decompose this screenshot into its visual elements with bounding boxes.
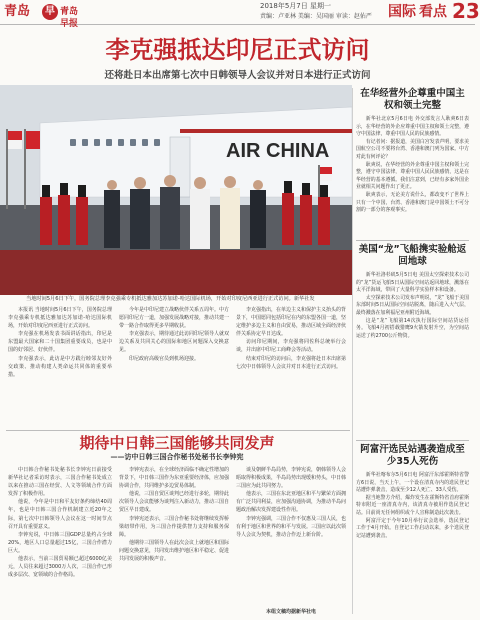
paragraph: 中日韩合作秘书处秘书长李钟宪日前接受新华社记者采访时表示，三国合作秘书处成立以来在推动三国在经贸、人文等领域合作方面发挥了积极作用。 — [8, 467, 112, 498]
paragraph: 他表示，当前三国贸易额已超过6000亿美元，人员往来超过3000万人次，三国合作已形成多层次、宽领域的合作格局。 — [8, 556, 112, 579]
paragraph: 他表示，三国在东北亚地区和平与繁荣方面拥有广泛共同利益，应加强沟通协调，为推动半岛问题政治解决发挥建设性作用。 — [236, 491, 347, 514]
side-story-body — [356, 116, 469, 240]
side-story-body — [356, 272, 469, 440]
feature-column-1 — [8, 466, 112, 606]
paragraph: 他说，今年是中日和平友好条约缔结40周年，也是中日韩三国合作机制建立近20年之际，第七次中日韩领导人会议在这一时间节点召开具有重要意义。 — [8, 499, 112, 530]
lead-article-column-2 — [119, 306, 229, 426]
issue-date: 2018年5月7日 星期一 — [260, 2, 331, 10]
paragraph: 据当地警方介绍，爆炸发生在霍斯特省首府霍斯特市附近一座清真寺内，该清真寺被用作选民登记站。目前尚无任何组织或个人宣称制造此次袭击。 — [356, 494, 469, 516]
paper-name: 青岛早报 — [60, 7, 79, 29]
feature-column-2 — [119, 466, 229, 606]
paragraph: 李克强表示，期待通过此访同印尼领导人就双边关系及共同关心的国际和地区问题深入交换意见。 — [119, 331, 230, 354]
side-divider — [356, 440, 469, 441]
airport-scene-image — [0, 85, 352, 295]
paragraph: 访问印尼期间，李克强将同佐科总统举行会谈，并出席中印尼工商峰会等活动。 — [236, 339, 346, 354]
feature-headline: 期待中日韩三国能够共同发声 — [79, 434, 275, 452]
photo-caption: 当地时间5月6日下午，国务院总理李克强乘专机抵达雅加达苏加诺-哈达国际机场，开始对印度尼西亚进行正式访问。新华社发 — [26, 296, 315, 302]
section-sublabel: 看点 — [419, 4, 447, 20]
paragraph: 新华社洛杉矶5月5日电 美国太空探索技术公司的“龙”货运飞船5日从国际空间站返回地球，溅落在太平洋海域，带回了大量科学实验样本和设备。 — [356, 272, 469, 294]
source-byline: 本组文稿均据新华社电 — [266, 609, 317, 615]
side-story-afghanistan — [356, 444, 469, 612]
paragraph: 结束对印尼的访问后，李克强将赴日本出席第七次中日韩领导人会议并对日本进行正式访问。 — [236, 355, 347, 370]
paragraph: 印尼政府高级官员到机场迎接。 — [129, 355, 200, 362]
paragraph: 李钟宪还表示，三国合作秘书处将继续发挥桥梁纽带作用，为三国合作提供智力支持和服务保障。 — [119, 515, 230, 538]
paragraph: 李钟宪说，中日韩三国GDP总量约占全球20%，地区人口总量超过15亿，三国合作潜力巨大。 — [8, 531, 112, 554]
paragraph: 他期待三国领导人在此次会议上就地区和国际问题交换意见，共同发出维护地区和平稳定、促进共同发展的积极声音。 — [119, 539, 230, 563]
paragraph: 太空探索技术公司发布声明说，“龙”飞船于美国东部时间5日从国际空间站脱离，随后进入大气层，最终溅落在加利福尼亚州附近海域。 — [356, 294, 469, 316]
paragraph: 本报讯 当地时间5月6日下午，国务院总理李克强乘专机抵达雅加达苏加诺-哈达国际机场，开始对印度尼西亚进行正式访问。 — [8, 307, 112, 330]
section-divider — [6, 430, 350, 431]
lead-headline: 李克强抵达印尼正式访问 — [105, 35, 370, 64]
page-number: 23 — [452, 0, 480, 23]
side-story-title: 在华经营外企尊重中国主权和领土完整 — [360, 88, 465, 111]
lead-photo — [0, 85, 352, 295]
lead-subhead: 还将赴日本出席第七次中日韩领导人会议并对日本进行正式访问 — [104, 70, 371, 81]
paragraph: 李钟宪表示，在全球经济面临不确定性增加的背景下，中日韩三国作为东亚重要经济体，应加强协调合作，共同维护多边贸易体制。 — [119, 467, 230, 490]
side-story-sovereignty — [356, 88, 469, 240]
paragraph: 这是“龙”飞船第14次执行国际空间站货运任务。飞船4月初搭载猎鹰9火箭发射升空，为空间站运送了约2700公斤物资。 — [356, 317, 469, 339]
paragraph: 阿富汗定于今年10月举行议会选举，选民登记工作于4月开始。自登记工作启动以来，多个选民登记站遭到袭击。 — [356, 517, 469, 539]
paragraph: 谈及朝鲜半岛局势，李钟宪说，朝韩领导人会晤取得积极成果，半岛局势出现缓和势头，中日韩三国应为此共同努力。 — [236, 467, 347, 490]
paragraph: 李克强在机场发表书面讲话指出，印尼是东盟最大国家和二十国集团重要成员，也是中国的好邻居、好伙伴。 — [8, 331, 112, 354]
paragraph: 他说，三国自贸区谈判已经进行多轮，期待此次领导人会议能够为谈判注入新动力，推动三国自贸区早日建成。 — [119, 491, 230, 514]
side-divider — [356, 240, 469, 241]
paragraph: 李克强指出，在单边主义和保护主义抬头的背景下，中国愿同包括印尼在内的东盟各国一道，坚定维护多边主义和自由贸易，推动区域全面经济伙伴关系协定早日达成。 — [236, 307, 347, 338]
side-story-dragon-capsule — [356, 244, 469, 440]
feature-column-3 — [236, 466, 346, 606]
column-divider — [352, 88, 353, 614]
side-story-body — [356, 472, 469, 612]
feature-subhead: ——访中日韩三国合作秘书处秘书长李钟宪 — [110, 453, 244, 461]
side-story-title: 美国“龙”飞船携实验舱返回地球 — [358, 244, 467, 267]
airline-livery-text: AIR CHINA — [226, 140, 330, 162]
paragraph: 耿爽说，在华经营的外企尊重中国主权和领土完整，遵守中国法律，尊重中国人民民族感情，这是在华经营的基本遵循。我们注意到，已经有多家外国企业就相关问题作出了更正。 — [356, 161, 469, 191]
lead-article-column-1 — [8, 306, 112, 426]
side-story-title: 阿富汗选民站遇袭造成至少35人死伤 — [360, 444, 465, 467]
paragraph: 李克强表示，此访是中方践行睦邻友好外交政策、推动构建人类命运共同体的重要举措。 — [8, 355, 112, 378]
paragraph: 新华社喀布尔5月6日电 阿富汗东部霍斯特省警方6日说，当天上午，一个设在清真寺内的选民登记站遭炸弹袭击，造成至少12人死亡、33人受伤。 — [356, 472, 469, 494]
section-label: 国际 — [388, 4, 416, 20]
paper-logo: 青岛 早 青岛早报 — [4, 4, 79, 29]
masthead — [0, 0, 480, 29]
paragraph: 今年是中印尼建立战略伙伴关系五周年。中方愿同印尼方一道，加强发展战略对接，推动共建一带一路合作取得更多早期收获。 — [119, 307, 230, 330]
paragraph: 李钟宪强调，三国合作不仅惠及三国人民，也有利于地区和世界的和平与发展。三国应以此次领导人会议为契机，推动合作迈上新台阶。 — [236, 515, 347, 538]
lead-article-column-3 — [236, 306, 346, 426]
paragraph: 耿爽表示，无论美方说什么，都改变不了世界上只有一个中国，台湾、香港和澳门是中国领土不可分割的一部分的客观事实。 — [356, 191, 469, 214]
paragraph: 有记者问：据报道，美国白宫发表声明，要求美国航空公司不要将台湾、香港和澳门列为国家。中方对此有何评论？ — [356, 138, 469, 160]
editors-line: 责编：卢亚林 美编：吴国丽 审读：赵佑严 — [260, 13, 372, 20]
paragraph: 新华社北京5月6日电 外交部发言人耿爽6日表示，在华经营的外企应尊重中国主权和领土完整，遵守中国法律，尊重中国人民的民族感情。 — [356, 116, 469, 138]
